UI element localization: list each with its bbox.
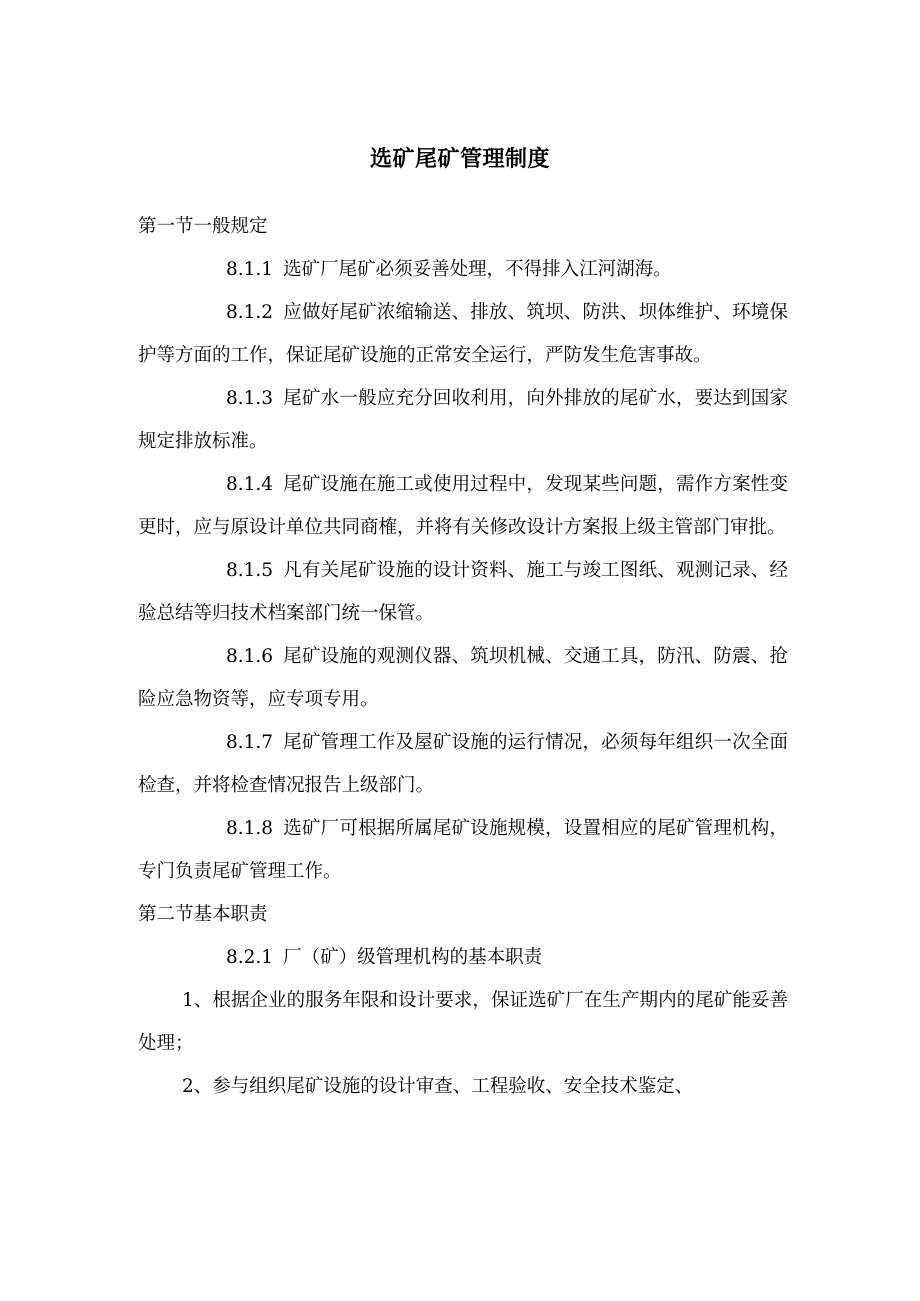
clause-8-1-1 (138, 248, 788, 291)
document-title: 选矿尾矿管理制度 (369, 147, 550, 172)
duty-text: 2、参与组织尾矿设施的设计审查、工程验收、安全技术鉴定、 (182, 1076, 694, 1097)
clause-8-1-7 (138, 721, 788, 807)
clause-text: 尾矿设施在施工或使用过程中，发现某些问题，需作方案性变更时，应与原设计单位共同商榷，并将有关修改设计方案报上级主管部门审批。 (138, 474, 788, 538)
clause-8-1-3 (138, 377, 788, 463)
clause-text: 选矿厂可根据所属尾矿设施规模，设置相应的尾矿管理机构，专门负责尾矿管理工作。 (138, 818, 788, 882)
clause-8-1-2 (138, 291, 788, 377)
clause-number: 8.2.1 (226, 947, 274, 968)
clause-8-1-8 (138, 807, 788, 893)
clause-text: 选矿厂尾矿必须妥善处理，不得排入江河湖海。 (283, 259, 672, 280)
clause-text: 尾矿水一般应充分回收利用，向外排放的尾矿水，要达到国家规定排放标准。 (138, 388, 788, 452)
clause-8-2-1 (138, 936, 788, 979)
section-heading: 第二节基本职责 (138, 904, 268, 925)
clause-number: 8.1.5 (226, 560, 274, 581)
clause-number: 8.1.2 (226, 302, 274, 323)
clause-number: 8.1.1 (226, 259, 274, 280)
clause-number: 8.1.4 (226, 474, 274, 495)
clause-text: 尾矿设施的观测仪器、筑坝机械、交通工具，防汛、防震、抢险应急物资等，应专项专用。 (138, 646, 788, 710)
document-body (138, 205, 788, 1108)
clause-8-1-4 (138, 463, 788, 549)
clause-number: 8.1.3 (226, 388, 274, 409)
duty-item-2 (138, 1065, 788, 1108)
clause-8-1-5 (138, 549, 788, 635)
duty-item-1 (138, 979, 788, 1065)
clause-text: 尾矿管理工作及屋矿设施的运行情况，必须每年组织一次全面检查，并将检查情况报告上级部门。 (138, 732, 788, 796)
clause-8-1-6 (138, 635, 788, 721)
section-heading: 第一节一般规定 (138, 216, 268, 237)
clause-text: 应做好尾矿浓缩输送、排放、筑坝、防洪、坝体维护、环境保护等方面的工作，保证尾矿设施的正常安全运行，严防发生危害事故。 (138, 302, 788, 366)
clause-number: 8.1.8 (226, 818, 274, 839)
clause-number: 8.1.7 (226, 732, 274, 753)
clause-text: 厂（矿）级管理机构的基本职责 (283, 947, 543, 968)
clause-number: 8.1.6 (226, 646, 274, 667)
duty-text: 1、根据企业的服务年限和设计要求，保证选矿厂在生产期内的尾矿能妥善处理； (138, 990, 788, 1054)
clause-text: 凡有关尾矿设施的设计资料、施工与竣工图纸、观测记录、经验总结等归技术档案部门统一保管。 (138, 560, 788, 624)
